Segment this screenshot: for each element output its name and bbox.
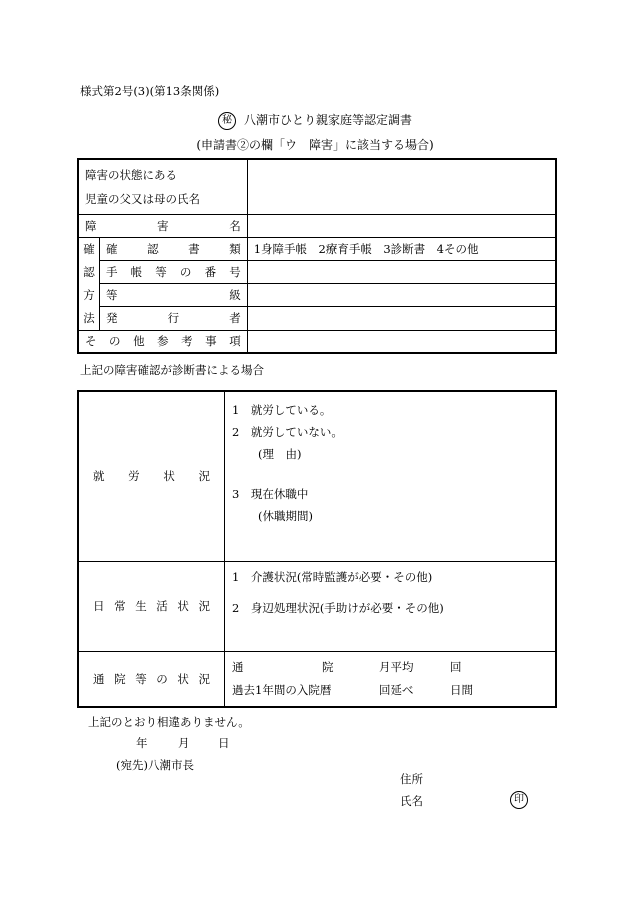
label-char: 法 [83, 310, 95, 325]
date-day: 日 [218, 736, 230, 750]
label-char: 行 [167, 311, 180, 326]
total-days-label: 回延べ [379, 682, 414, 697]
label-char: 方 [83, 287, 95, 302]
label-char: 名 [229, 218, 241, 233]
label-char: 認 [147, 241, 159, 256]
label-char: の [156, 671, 168, 686]
other-notes-label [78, 330, 247, 353]
work-status-field[interactable] [225, 391, 557, 561]
seal-mark: 印 [510, 791, 528, 809]
diagnosis-note: 上記の障害確認が診断書による場合 [80, 363, 264, 377]
label-char: 就 [93, 469, 105, 484]
disability-name-field[interactable] [247, 214, 556, 237]
name-label: 氏名 [400, 794, 423, 808]
parent-name-label-line2: 児童の父又は母の氏名 [85, 191, 200, 206]
label-char: 等 [106, 288, 118, 303]
label-char: 級 [229, 288, 241, 303]
label-char: 類 [229, 241, 241, 256]
daily-item-2: 2 身辺処理状況(手助けが必要・その他) [232, 600, 444, 615]
handbook-number-field[interactable] [247, 260, 556, 283]
document-title [0, 111, 630, 130]
daily-item-1: 1 介護状況(常時監護が必要・その他) [232, 569, 433, 584]
label-char: 号 [229, 264, 241, 279]
handbook-number-label [100, 260, 248, 283]
grade-field[interactable] [247, 284, 556, 307]
parent-name-label [78, 159, 247, 214]
label-char: 害 [157, 218, 169, 233]
days-unit: 日間 [450, 682, 473, 697]
label-char: 等 [135, 671, 147, 686]
past-year-admissions: 過去1年間の入院暦 [232, 682, 332, 697]
label-char: 手 [106, 264, 118, 279]
confirm-method-label [78, 237, 100, 330]
label-char: 確 [83, 241, 95, 256]
label-char: の [109, 334, 121, 349]
monthly-average: 月平均 [379, 659, 414, 674]
label-char: 確 [106, 241, 118, 256]
label-char: 労 [128, 469, 140, 484]
label-char: 通 [93, 671, 105, 686]
address-label: 住所 [400, 772, 423, 786]
label-char: 院 [114, 671, 126, 686]
label-char: 状 [177, 599, 189, 613]
confirm-doc-options[interactable]: 1身障手帳 2療育手帳 3診断書 4その他 [247, 237, 556, 260]
label-char: 認 [83, 264, 95, 279]
work-item-3: 3 現在休職中 [232, 487, 309, 501]
label-char: 番 [204, 264, 217, 279]
work-item-2: 2 就労していない。 [232, 425, 343, 439]
label-char: 項 [229, 334, 241, 349]
label-char: 活 [156, 599, 168, 613]
work-reason: (理 由) [258, 447, 302, 461]
label-char: 障 [85, 218, 97, 233]
label-char: 考 [181, 334, 193, 349]
issuer-field[interactable] [247, 307, 556, 330]
daily-life-label [78, 561, 225, 651]
label-char: 者 [229, 311, 241, 326]
parent-name-field[interactable] [247, 159, 556, 214]
form-number: 様式第2号(3)(第13条関係) [80, 84, 220, 98]
label-char: そ [85, 334, 97, 349]
hospital-status-field[interactable] [225, 651, 557, 707]
label-char: 況 [198, 599, 210, 613]
disability-info-table [77, 158, 557, 354]
date-row [136, 737, 230, 751]
status-table [77, 390, 557, 708]
visit-label-2: 院 [322, 659, 334, 674]
label-char: 常 [114, 599, 126, 613]
label-char: 書 [188, 241, 200, 256]
date-month: 月 [178, 736, 190, 750]
work-leave-period: (休職期間) [258, 509, 313, 523]
times-unit: 回 [450, 659, 462, 674]
label-char: 生 [135, 599, 147, 613]
label-char: 況 [198, 671, 210, 686]
label-char: 参 [157, 334, 169, 349]
parent-name-label-line1: 障害の状態にある [85, 167, 177, 182]
label-char: 状 [177, 671, 189, 686]
grade-label [100, 284, 248, 307]
document-subtitle: (申請書②の欄「ウ 障害」に該当する場合) [196, 138, 434, 152]
label-char: 発 [106, 311, 118, 326]
confidential-mark: 秘 [218, 112, 236, 130]
date-year: 年 [136, 736, 148, 750]
label-char: 等 [155, 264, 167, 279]
daily-life-field[interactable] [225, 561, 557, 651]
addressee: (宛先)八潮市長 [116, 758, 194, 772]
title-text: 八潮市ひとり親家庭等認定調書 [243, 113, 412, 127]
label-char: 況 [198, 469, 210, 484]
other-notes-field[interactable] [247, 330, 556, 353]
issuer-label [100, 307, 248, 330]
work-status-label [78, 391, 225, 561]
label-char: 日 [93, 599, 105, 613]
label-char: 状 [163, 469, 175, 484]
visit-label-1: 通 [232, 659, 244, 674]
closing-statement: 上記のとおり相違ありません。 [88, 715, 250, 729]
label-char: 他 [133, 334, 145, 349]
label-char: の [179, 264, 192, 279]
disability-name-label [78, 214, 247, 237]
work-item-1: 1 就労している。 [232, 403, 332, 417]
hospital-status-label [78, 651, 225, 707]
label-char: 帳 [130, 264, 143, 279]
label-char: 事 [205, 334, 217, 349]
confirm-doc-label [100, 237, 248, 260]
